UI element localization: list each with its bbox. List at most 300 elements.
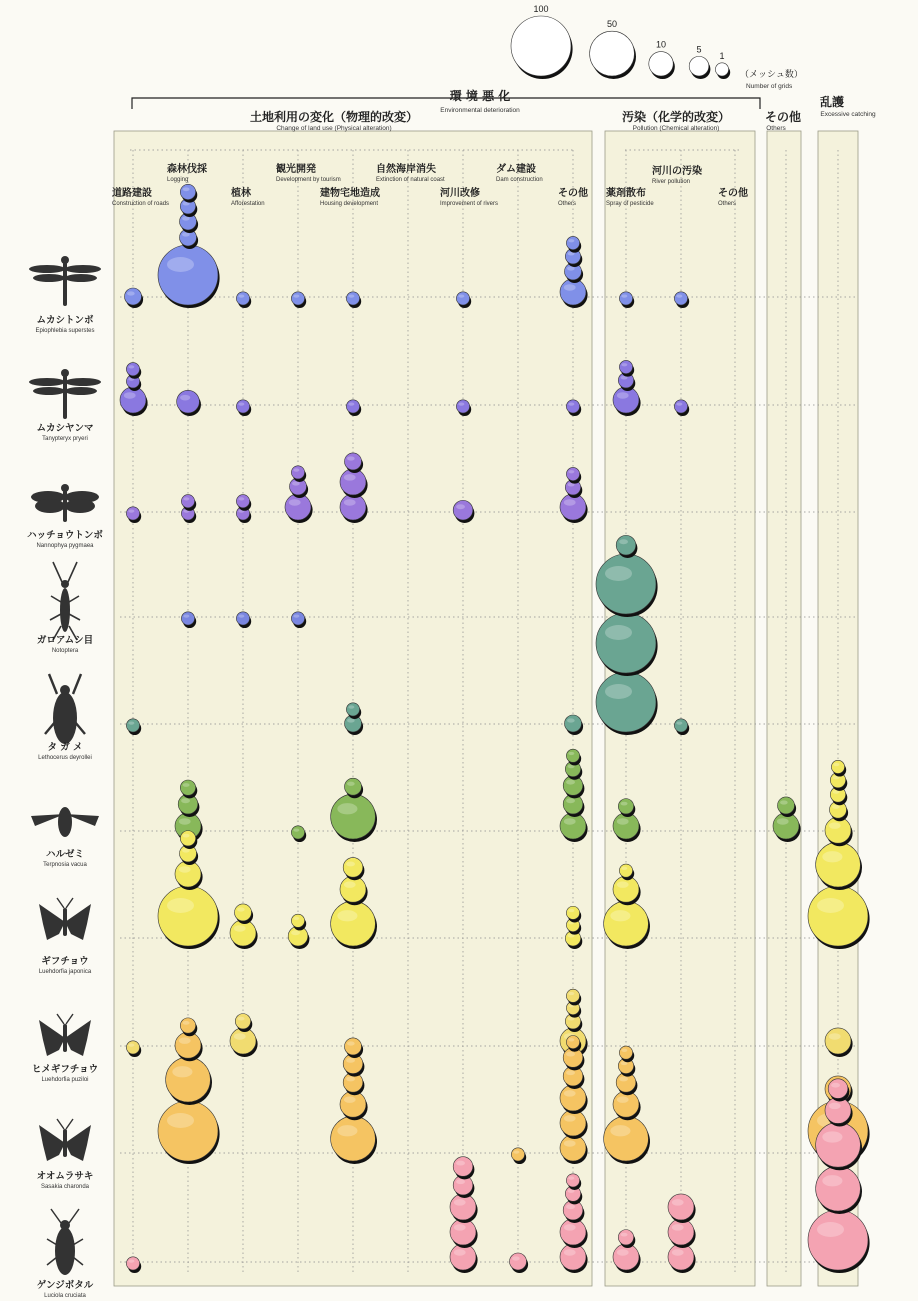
- species-latin: Lethocerus deyrollei: [38, 755, 92, 761]
- group-title-env: 環 境 悪 化: [449, 89, 511, 103]
- bubble-disc: [816, 1166, 861, 1211]
- bubble-highlight: [568, 992, 574, 995]
- bubble-highlight: [289, 499, 301, 506]
- bubble-disc: [120, 387, 146, 413]
- legend-bubble: [511, 16, 573, 79]
- bubble-highlight: [567, 266, 575, 270]
- antennae: [57, 1119, 73, 1129]
- bubble-highlight: [183, 187, 190, 191]
- bubble-disc: [126, 719, 139, 732]
- bubble-highlight: [568, 1176, 574, 1179]
- bubble-disc: [230, 920, 256, 946]
- legend-size-label: 5: [696, 44, 702, 55]
- bubble-highlight: [347, 456, 355, 460]
- species-latin: Luehdorfia puziloi: [41, 1077, 89, 1083]
- bubble-highlight: [182, 232, 190, 236]
- group-title-land: 土地利用の変化（物理的改変）: [249, 110, 419, 124]
- insect-silhouette-cicada: [31, 807, 99, 837]
- bubble-highlight: [344, 1096, 356, 1103]
- bubble-disc: [596, 672, 656, 732]
- group-title-others: その他: [764, 110, 802, 124]
- bubble-highlight: [293, 294, 299, 297]
- bubble-disc: [450, 1194, 476, 1220]
- bubble-disc: [340, 1091, 366, 1117]
- bubble-disc: [340, 469, 366, 495]
- bubble-highlight: [777, 818, 789, 825]
- bubble-highlight: [822, 1131, 842, 1142]
- bubble-highlight: [621, 1233, 628, 1237]
- bubble-disc: [291, 612, 304, 625]
- legend-size-label: 50: [606, 19, 618, 30]
- bubble-disc: [613, 1091, 639, 1117]
- bubble-disc: [126, 363, 139, 376]
- bubble-disc: [613, 876, 639, 902]
- bubble-highlight: [344, 881, 356, 888]
- wing: [65, 1125, 91, 1161]
- category-sublabel: Others: [718, 201, 737, 207]
- bubble-disc: [613, 1244, 639, 1270]
- bubble-highlight: [234, 925, 246, 932]
- species-name: ムカシトンボ: [36, 315, 94, 326]
- group-title-pollution: 汚染（化学的改変）: [621, 110, 731, 124]
- bubble-highlight: [833, 763, 839, 766]
- bubble-disc: [331, 901, 376, 946]
- bubble-disc: [619, 864, 632, 877]
- bubble-disc: [236, 612, 249, 625]
- bubble-highlight: [619, 1077, 628, 1082]
- bubble-disc: [124, 288, 141, 305]
- group-subtitle-pollution: Pollution (Chemical alteration): [632, 125, 720, 132]
- bubble-highlight: [780, 800, 788, 804]
- bubble-disc: [236, 292, 249, 305]
- bubble-highlight: [717, 65, 723, 68]
- bubble-highlight: [832, 805, 840, 809]
- bubble-highlight: [337, 1125, 357, 1136]
- bubble-highlight: [456, 1161, 465, 1166]
- bubble-highlight: [676, 721, 682, 724]
- bubble-disc: [816, 1122, 861, 1167]
- legend-bubble: [715, 63, 730, 79]
- bubble-disc: [291, 292, 304, 305]
- bubble-highlight: [344, 474, 356, 481]
- insect-silhouette-butterfly2: [39, 1119, 91, 1161]
- bubble-highlight: [610, 910, 630, 921]
- bubble-disc: [180, 831, 195, 846]
- category-sublabel: Housing development: [320, 201, 379, 207]
- data-bubble: [808, 1210, 870, 1273]
- bubble-disc: [126, 1041, 139, 1054]
- bubble-disc: [346, 703, 359, 716]
- bubble-highlight: [456, 1179, 465, 1184]
- legend-bubble: [649, 52, 675, 79]
- wing: [65, 1020, 91, 1056]
- legend-size-label: 1: [719, 50, 725, 61]
- bubble-disc: [175, 861, 201, 887]
- bubble-highlight: [291, 930, 300, 935]
- bubble-disc: [234, 904, 251, 921]
- bubble-disc: [566, 1036, 579, 1049]
- head: [60, 1220, 70, 1230]
- bubble-highlight: [621, 867, 627, 870]
- bubble-highlight: [566, 798, 575, 803]
- bubble-disc: [649, 52, 673, 76]
- bubble-highlight: [829, 1033, 841, 1040]
- bubble-highlight: [652, 56, 663, 62]
- bubble-disc: [566, 749, 579, 762]
- insect-silhouette-dragonfly: [29, 369, 101, 419]
- bubble-highlight: [676, 294, 682, 297]
- insect-silhouette-firefly: [47, 1209, 83, 1275]
- bubble-disc: [560, 279, 586, 305]
- species-name: ギフチョウ: [41, 956, 89, 967]
- wing: [65, 904, 91, 940]
- body: [55, 1227, 75, 1275]
- bubble-highlight: [337, 803, 357, 814]
- bubble-disc: [126, 507, 139, 520]
- body: [63, 1129, 67, 1157]
- bubble-highlight: [237, 907, 245, 911]
- bubble-highlight: [817, 898, 844, 913]
- bubble-highlight: [348, 294, 354, 297]
- bubble-disc: [346, 292, 359, 305]
- bubble-disc: [566, 1174, 579, 1187]
- bubble-disc: [668, 1194, 694, 1220]
- species-name: ハルゼミ: [45, 849, 85, 860]
- bubble-highlight: [566, 1052, 575, 1057]
- wing: [65, 499, 95, 513]
- species-latin: Terpnosia vacua: [43, 862, 87, 868]
- bubble-disc: [619, 1046, 632, 1059]
- species-name: ヒメギフチョウ: [31, 1064, 99, 1075]
- category-sublabel: Construction of roads: [112, 201, 170, 207]
- wing: [65, 274, 97, 282]
- bubble-disc: [177, 390, 200, 413]
- bubble-highlight: [182, 848, 190, 852]
- bubble-disc: [230, 1028, 256, 1054]
- bubble-highlight: [672, 1224, 684, 1231]
- bubble-disc: [158, 245, 218, 305]
- bubble-highlight: [617, 1096, 629, 1103]
- bubble-disc: [668, 1219, 694, 1245]
- bubble-highlight: [346, 1077, 355, 1082]
- bubble-disc: [560, 1219, 586, 1245]
- bubble-highlight: [617, 881, 629, 888]
- bubble-disc: [564, 715, 581, 732]
- bubble-highlight: [172, 1066, 192, 1077]
- bubble-highlight: [564, 1249, 576, 1256]
- bubble-highlight: [605, 566, 632, 581]
- bubble-disc: [346, 400, 359, 413]
- legend-unit-label: （メッシュ数）: [740, 70, 803, 80]
- bubble-disc: [604, 1116, 649, 1161]
- bubble-highlight: [179, 1037, 191, 1044]
- bubble-highlight: [621, 1049, 627, 1052]
- bubble-disc: [618, 799, 633, 814]
- species-latin: Epiophlebia superstes: [35, 328, 95, 334]
- bubble-disc: [674, 292, 687, 305]
- category-label: 河川改修: [440, 188, 480, 199]
- species-name: タ ガ メ: [47, 742, 83, 753]
- species-name: オオムラサキ: [36, 1171, 94, 1182]
- bubble-highlight: [346, 862, 355, 867]
- bubble-disc: [616, 535, 636, 555]
- bubble-highlight: [128, 365, 134, 368]
- bubble-highlight: [605, 684, 632, 699]
- species-latin: Sasakia charonda: [40, 1184, 90, 1190]
- bubble-disc: [560, 1110, 586, 1136]
- bubble-disc: [291, 466, 304, 479]
- bubble-highlight: [454, 1249, 466, 1256]
- species-name: ハッチョウトンボ: [27, 530, 103, 541]
- category-label: 自然海岸消失: [376, 164, 436, 175]
- bubble-highlight: [167, 1113, 194, 1128]
- bubble-highlight: [128, 1259, 134, 1262]
- bubble-highlight: [568, 752, 574, 755]
- bubble-disc: [344, 778, 361, 795]
- bubble-highlight: [348, 705, 354, 708]
- bubble-disc: [453, 500, 473, 520]
- group-subtitle-others: Others: [766, 125, 786, 132]
- bubble-disc: [181, 612, 194, 625]
- bubble-highlight: [167, 257, 194, 272]
- bubble-disc: [596, 613, 656, 673]
- bubble-highlight: [831, 1083, 840, 1088]
- bubble-highlight: [348, 402, 354, 405]
- bubble-disc: [831, 760, 844, 773]
- bubble-disc: [158, 886, 218, 946]
- bubble-disc: [236, 495, 249, 508]
- bubble-disc: [613, 387, 639, 413]
- bubble-disc: [619, 360, 632, 373]
- category-sublabel: River pollution: [652, 179, 691, 185]
- bubble-highlight: [672, 1199, 684, 1206]
- bubble-highlight: [182, 216, 190, 220]
- bubble-disc: [825, 1028, 851, 1054]
- antennae: [57, 898, 73, 908]
- bubble-highlight: [672, 1249, 684, 1256]
- bubble-highlight: [347, 718, 355, 722]
- bubble-highlight: [293, 468, 299, 471]
- antennae: [57, 1014, 73, 1024]
- bubble-highlight: [347, 782, 355, 786]
- bubble-highlight: [454, 1224, 466, 1231]
- bubble-disc: [560, 1135, 586, 1161]
- bubble-highlight: [124, 392, 136, 399]
- wing: [29, 378, 65, 386]
- insect-silhouette-grylloblattid: [50, 562, 80, 640]
- bubble-highlight: [183, 614, 189, 617]
- bubble-disc: [511, 16, 571, 76]
- wing: [33, 274, 65, 282]
- bubble-disc: [777, 797, 794, 814]
- bubble-highlight: [564, 284, 576, 291]
- bubble-highlight: [179, 818, 191, 825]
- wing: [39, 1020, 65, 1056]
- wing: [39, 904, 65, 940]
- bubble-disc: [560, 1244, 586, 1270]
- bubble-disc: [618, 1230, 633, 1245]
- bubble-highlight: [617, 818, 629, 825]
- bubble-highlight: [127, 291, 135, 295]
- bubble-highlight: [181, 798, 190, 803]
- bubble-highlight: [238, 294, 244, 297]
- bubble-disc: [689, 56, 709, 76]
- wing: [29, 265, 65, 273]
- body: [53, 692, 77, 744]
- bubble-disc: [343, 858, 363, 878]
- bubble-highlight: [610, 1125, 630, 1136]
- insect-silhouette-dragonfly: [29, 256, 101, 306]
- category-sublabel: Logging: [167, 177, 189, 183]
- bubble-highlight: [183, 497, 189, 500]
- head: [60, 685, 70, 695]
- category-sublabel: Development by tourism: [276, 177, 341, 183]
- bubble-disc: [674, 400, 687, 413]
- category-label: 建物宅地造成: [320, 188, 380, 199]
- bubble-highlight: [568, 239, 574, 242]
- bubble-disc: [808, 1210, 868, 1270]
- bubble-highlight: [619, 539, 628, 544]
- bubble-highlight: [513, 1150, 519, 1153]
- body: [60, 588, 70, 632]
- category-label: 河川の汚染: [652, 166, 702, 177]
- category-label: 薬剤散布: [606, 188, 646, 199]
- bubble-highlight: [564, 499, 576, 506]
- bubble-highlight: [183, 834, 190, 838]
- bubble-disc: [344, 1038, 361, 1055]
- bubble-highlight: [617, 392, 629, 399]
- bubble-highlight: [564, 1140, 576, 1147]
- wing: [35, 499, 65, 513]
- bubble-disc: [285, 494, 311, 520]
- bubble-disc: [344, 453, 361, 470]
- bubble-highlight: [179, 866, 191, 873]
- body: [63, 1024, 67, 1052]
- bubble-disc: [166, 1057, 211, 1102]
- bubble-highlight: [183, 1021, 190, 1025]
- category-label: 森林伐採: [167, 164, 207, 175]
- abdomen: [63, 375, 67, 419]
- wing: [65, 378, 101, 386]
- bubble-highlight: [183, 783, 190, 787]
- bubble-disc: [674, 719, 687, 732]
- bubble-disc: [566, 400, 579, 413]
- bubble-highlight: [167, 898, 194, 913]
- bubble-disc: [331, 1116, 376, 1161]
- bubble-highlight: [458, 294, 464, 297]
- bubble-highlight: [692, 60, 701, 65]
- bubble-disc: [291, 826, 304, 839]
- bubble-highlight: [346, 1058, 355, 1063]
- bubble-highlight: [564, 1224, 576, 1231]
- bubble-disc: [560, 813, 586, 839]
- bubble-disc: [619, 292, 632, 305]
- group-subtitle-env: Environmental deterioration: [440, 107, 520, 114]
- bubble-highlight: [817, 1222, 844, 1237]
- bubble-disc: [715, 63, 728, 76]
- category-label: ダム建設: [496, 164, 536, 175]
- abdomen: [63, 490, 67, 522]
- bubble-highlight: [292, 481, 300, 485]
- category-label: 道路建設: [112, 188, 152, 199]
- data-bubble: [808, 886, 870, 949]
- bubble-highlight: [293, 614, 299, 617]
- bubble-disc: [175, 1032, 201, 1058]
- wing: [39, 1125, 65, 1161]
- bubble-disc: [236, 400, 249, 413]
- bubble-highlight: [344, 499, 356, 506]
- bubble-disc: [825, 817, 851, 843]
- bubble-highlight: [238, 497, 244, 500]
- group-subtitle-land: Change of land use (Physical alteration): [276, 125, 392, 132]
- bubble-disc: [340, 876, 366, 902]
- category-label: その他: [558, 188, 588, 199]
- species-latin: Notoptera: [51, 648, 79, 654]
- bubble-highlight: [596, 40, 616, 51]
- bubble-highlight: [568, 1038, 574, 1041]
- bubble-disc: [509, 1253, 526, 1270]
- bubble-disc: [456, 292, 469, 305]
- category-sublabel: Dam construction: [496, 177, 543, 183]
- wing: [65, 265, 101, 273]
- species-name: ガロアムシ目: [36, 635, 94, 646]
- legend-bubble: [590, 31, 636, 79]
- bubble-highlight: [347, 1041, 355, 1045]
- bubble-highlight: [568, 470, 574, 473]
- bubble-highlight: [568, 402, 574, 405]
- bubble-disc: [180, 184, 195, 199]
- category-sublabel: Others: [558, 201, 577, 207]
- bubble-highlight: [566, 1070, 575, 1075]
- bubble-disc: [825, 1097, 851, 1123]
- legend-bubble: [689, 56, 710, 79]
- bubble-disc: [456, 400, 469, 413]
- bubble-highlight: [456, 504, 465, 509]
- bubble-highlight: [829, 1103, 841, 1110]
- bubble-highlight: [822, 851, 842, 862]
- insect-silhouette-dragonfly2: [31, 484, 99, 522]
- category-sublabel: Spray of pesticide: [606, 201, 654, 207]
- category-label: 観光開発: [276, 164, 316, 175]
- bubble-highlight: [337, 910, 357, 921]
- bubble-highlight: [180, 395, 190, 401]
- category-label: その他: [718, 188, 748, 199]
- bubble-disc: [181, 495, 194, 508]
- bubble-disc: [604, 901, 649, 946]
- bubble-disc: [560, 1085, 586, 1111]
- bubble-highlight: [454, 1199, 466, 1206]
- bubble-highlight: [293, 917, 299, 920]
- bubble-disc: [450, 1219, 476, 1245]
- bubble-highlight: [617, 1249, 629, 1256]
- category-sublabel: Extinction of natural coast: [376, 177, 445, 183]
- body: [58, 807, 72, 837]
- bubble-highlight: [605, 625, 632, 640]
- bubble-highlight: [293, 828, 299, 831]
- bubble-highlight: [238, 402, 244, 405]
- bubble-disc: [180, 780, 195, 795]
- bubble-disc: [235, 1014, 250, 1029]
- bubble-disc: [340, 494, 366, 520]
- bubble-disc: [613, 813, 639, 839]
- species-latin: Nannophya pygmaea: [36, 543, 94, 549]
- bubble-highlight: [458, 402, 464, 405]
- bubble-highlight: [566, 1204, 575, 1209]
- panel-others: [767, 131, 801, 1286]
- bubble-highlight: [128, 509, 134, 512]
- bubble-disc: [331, 794, 376, 839]
- bubble-highlight: [822, 1175, 842, 1186]
